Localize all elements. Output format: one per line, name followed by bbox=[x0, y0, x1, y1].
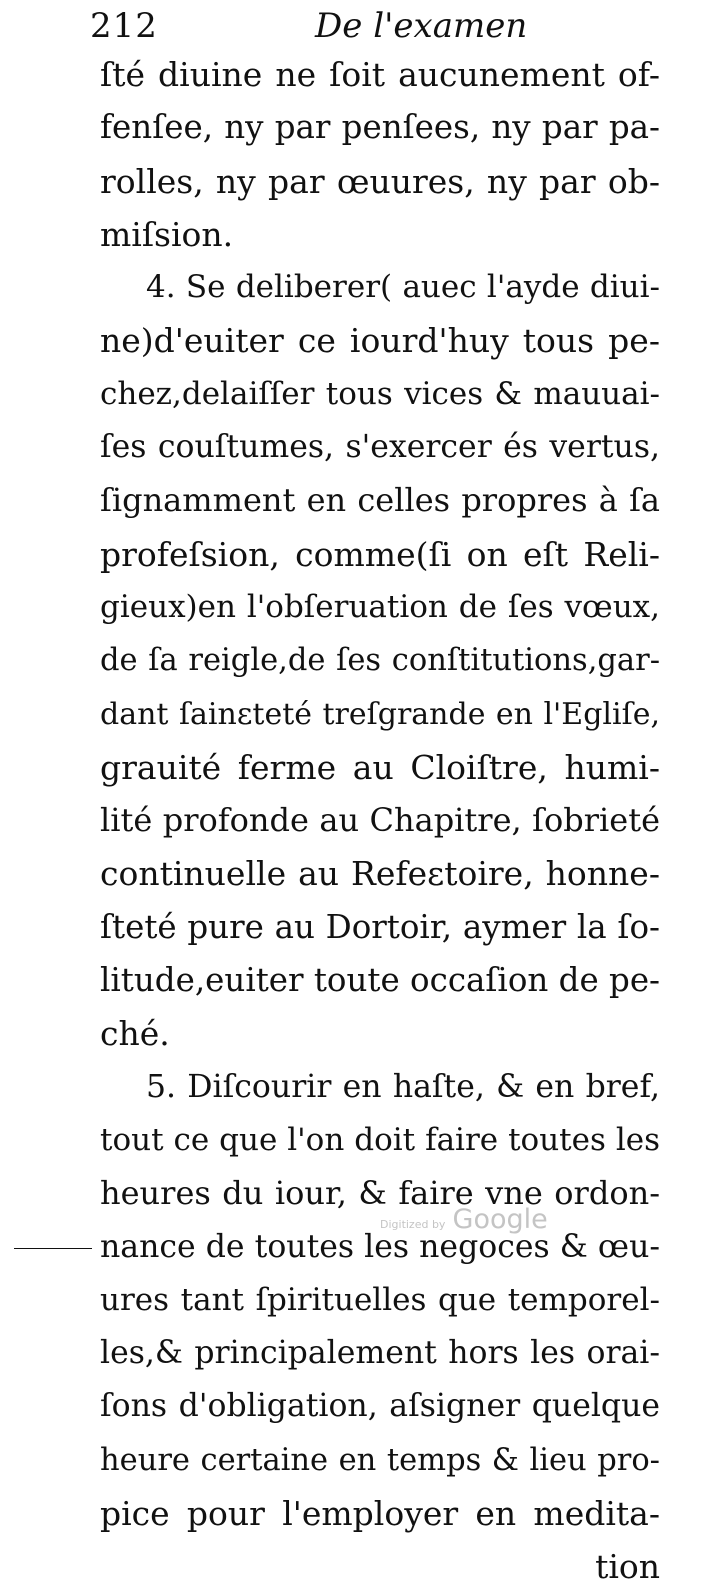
text-line: rolles, ny par œuures, ny par ob- bbox=[100, 161, 660, 201]
text-line: ché. bbox=[100, 1014, 170, 1054]
text-line: grauité ferme au Cloiſtre, humi- bbox=[100, 747, 660, 787]
text-line: lité profonde au Chapitre, ſobrieté bbox=[100, 801, 660, 840]
text-line: ne)d'euiter ce iourd'huy tous pe- bbox=[100, 321, 660, 361]
page-number: 212 bbox=[90, 6, 158, 46]
text-line: nance de toutes les negoces & œu- bbox=[100, 1228, 660, 1265]
watermark-brand: Google bbox=[452, 1204, 548, 1235]
text-line: ſté diuine ne ſoit aucunement of- bbox=[100, 55, 660, 94]
text-line: dant ſainɛteté treſgrande en l'Egliſe, bbox=[100, 696, 660, 732]
text-line: 4. Se deliberer( auec l'ayde diui- bbox=[146, 269, 660, 306]
text-line: miſsion. bbox=[100, 214, 234, 254]
running-head: De l'examen bbox=[315, 6, 528, 46]
text-line: litude,euiter toute occaſion de pe- bbox=[100, 961, 661, 1000]
text-line: heures du iour, & faire vne ordon- bbox=[100, 1174, 660, 1213]
body-text bbox=[100, 48, 660, 1594]
text-line: pice pour l'employer en medita- bbox=[100, 1494, 660, 1534]
catchword: tion bbox=[595, 1547, 660, 1587]
text-line: de ſa reigle,de ſes conſtitutions,gar- bbox=[100, 643, 660, 679]
text-line: les,& principalement hors les orai- bbox=[100, 1335, 660, 1372]
watermark-prefix: Digitized by bbox=[380, 1218, 446, 1231]
page-header bbox=[90, 6, 650, 46]
text-line: ſignamment en celles propres à ſa bbox=[100, 481, 660, 520]
text-line: gieux)en l'obſeruation de ſes vœux, bbox=[100, 588, 660, 625]
footer-rule bbox=[14, 1248, 92, 1249]
text-line: chez,delaiſſer tous vices & mauuai- bbox=[100, 375, 660, 412]
text-line: ſons d'obligation, aſsigner quelque bbox=[100, 1388, 660, 1425]
text-line: profeſsion, comme(ſi on eſt Reli- bbox=[100, 534, 660, 574]
text-line: tout ce que l'on doit faire toutes les bbox=[100, 1121, 660, 1158]
text-line: heure certaine en temps & lieu pro- bbox=[100, 1442, 660, 1478]
text-line: ſteté pure au Dortoir, aymer la ſo- bbox=[100, 907, 660, 946]
text-line: continuelle au Refeɛtoire, honne- bbox=[100, 854, 660, 894]
digitized-watermark bbox=[380, 1204, 548, 1235]
text-line: ſes couſtumes, s'exercer és vertus, bbox=[100, 429, 660, 466]
text-line: 5. Diſcourir en haſte, & en bref, bbox=[146, 1068, 660, 1105]
text-line: ures tant ſpirituelles que temporel- bbox=[100, 1281, 660, 1318]
text-line: fenſee, ny par penſees, ny par pa- bbox=[100, 108, 660, 147]
